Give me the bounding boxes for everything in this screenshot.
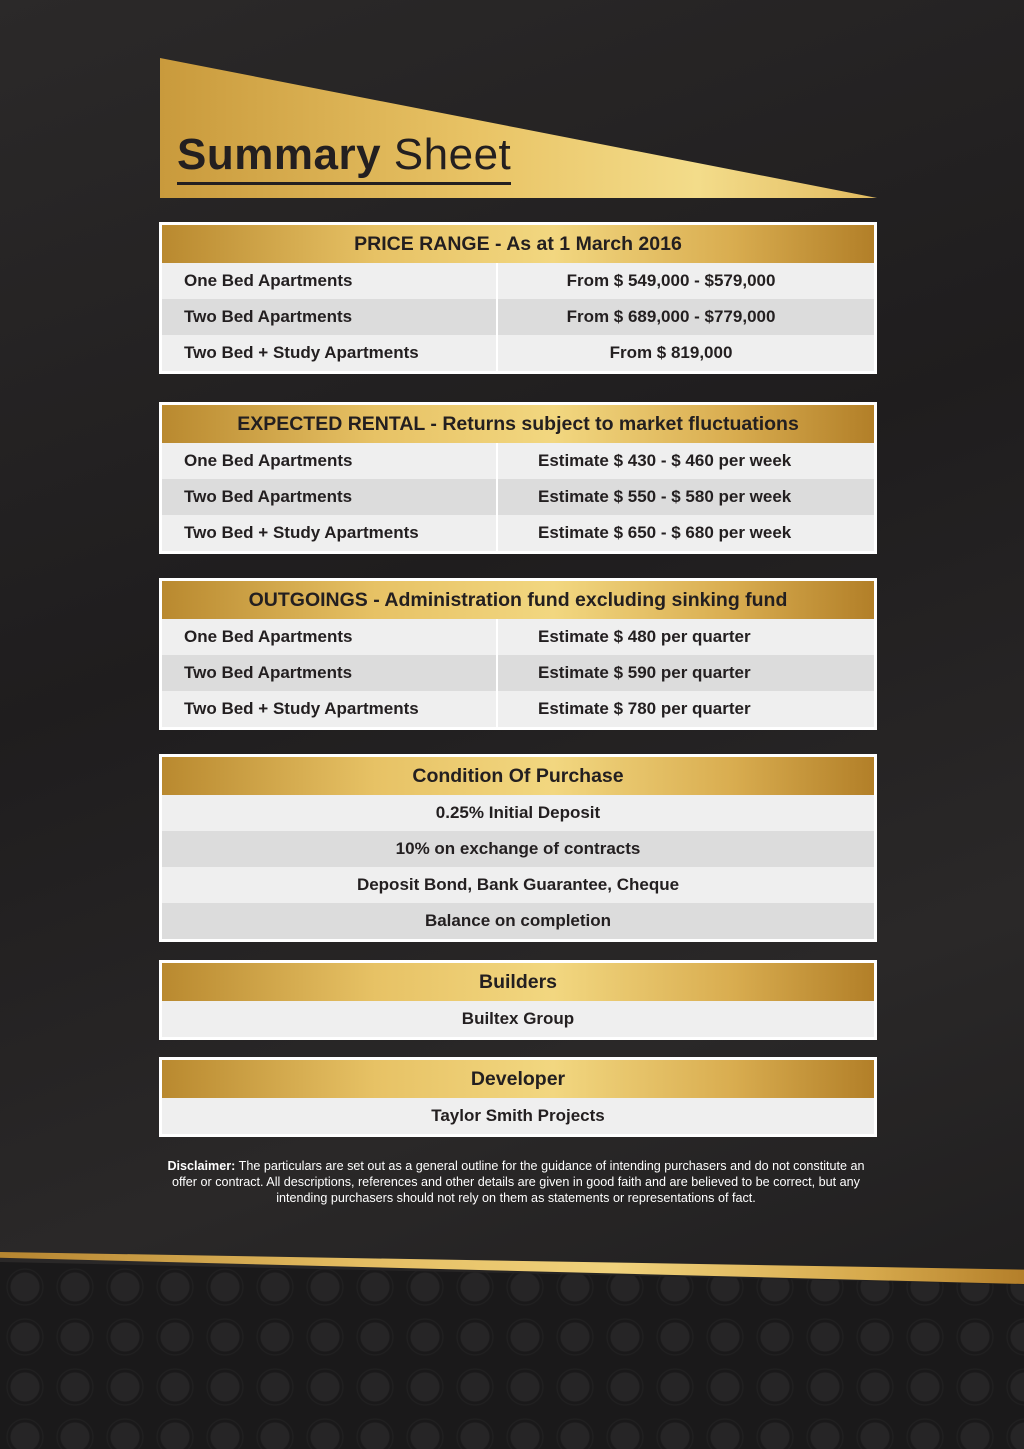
table-row bbox=[162, 619, 874, 655]
outgoings-value: Estimate $ 480 per quarter bbox=[538, 627, 751, 646]
price-range-section bbox=[159, 222, 877, 374]
footer-pattern bbox=[0, 1262, 1024, 1449]
condition-item: Deposit Bond, Bank Guarantee, Cheque bbox=[356, 875, 680, 894]
table-row bbox=[162, 299, 874, 335]
outgoings-section bbox=[159, 578, 877, 730]
apartment-type: Two Bed Apartments bbox=[162, 655, 498, 691]
table-row bbox=[162, 443, 874, 479]
outgoings-value: Estimate $ 780 per quarter bbox=[538, 699, 751, 718]
list-item bbox=[162, 1098, 874, 1134]
title-light: Sheet bbox=[393, 130, 512, 179]
list-item bbox=[162, 867, 874, 903]
apartment-type: Two Bed + Study Apartments bbox=[162, 335, 498, 371]
apartment-type: Two Bed + Study Apartments bbox=[162, 691, 498, 727]
table-row bbox=[162, 515, 874, 551]
apartment-type: One Bed Apartments bbox=[162, 619, 498, 655]
apartment-type: One Bed Apartments bbox=[162, 443, 498, 479]
developer-name: Taylor Smith Projects bbox=[431, 1106, 605, 1125]
developer-heading: Developer bbox=[162, 1060, 874, 1098]
builder-name: Builtex Group bbox=[461, 1009, 575, 1028]
condition-item: Balance on completion bbox=[424, 911, 612, 930]
table-row bbox=[162, 691, 874, 727]
rental-value: Estimate $ 430 - $ 460 per week bbox=[538, 451, 792, 470]
expected-rental-heading: EXPECTED RENTAL - Returns subject to market fluctuations bbox=[162, 405, 874, 443]
table-row bbox=[162, 479, 874, 515]
developer-section bbox=[159, 1057, 877, 1137]
title-bold: Summary bbox=[177, 130, 382, 179]
table-row bbox=[162, 263, 874, 299]
builders-section bbox=[159, 960, 877, 1040]
builders-heading: Builders bbox=[162, 963, 874, 1001]
table-row bbox=[162, 655, 874, 691]
price-value: From $ 549,000 - $579,000 bbox=[566, 271, 776, 290]
price-value: From $ 689,000 - $779,000 bbox=[566, 307, 776, 326]
apartment-type: Two Bed Apartments bbox=[162, 479, 498, 515]
outgoings-value: Estimate $ 590 per quarter bbox=[538, 663, 751, 682]
price-value: From $ 819,000 bbox=[609, 343, 733, 362]
apartment-type: One Bed Apartments bbox=[162, 263, 498, 299]
condition-section bbox=[159, 754, 877, 942]
expected-rental-section bbox=[159, 402, 877, 554]
rental-value: Estimate $ 650 - $ 680 per week bbox=[538, 523, 792, 542]
condition-item: 10% on exchange of contracts bbox=[395, 839, 641, 858]
condition-heading: Condition Of Purchase bbox=[162, 757, 874, 795]
apartment-type: Two Bed Apartments bbox=[162, 299, 498, 335]
disclaimer-label: Disclaimer: bbox=[167, 1159, 236, 1173]
page-title bbox=[177, 132, 511, 185]
disclaimer bbox=[154, 1158, 878, 1206]
table-row bbox=[162, 335, 874, 371]
apartment-type: Two Bed + Study Apartments bbox=[162, 515, 498, 551]
disclaimer-text: The particulars are set out as a general outline for the guidance of intending purchasers and do not constitute an offer or contract. All descriptions, references and other details are given in good faith and are believed to be correct, but any intending purchasers should not rely on them as statements or representations of fact. bbox=[172, 1159, 865, 1205]
price-range-heading: PRICE RANGE - As at 1 March 2016 bbox=[162, 225, 874, 263]
list-item bbox=[162, 831, 874, 867]
list-item bbox=[162, 795, 874, 831]
condition-item: 0.25% Initial Deposit bbox=[435, 803, 601, 822]
list-item bbox=[162, 903, 874, 939]
rental-value: Estimate $ 550 - $ 580 per week bbox=[538, 487, 792, 506]
list-item bbox=[162, 1001, 874, 1037]
outgoings-heading: OUTGOINGS - Administration fund excluding sinking fund bbox=[162, 581, 874, 619]
